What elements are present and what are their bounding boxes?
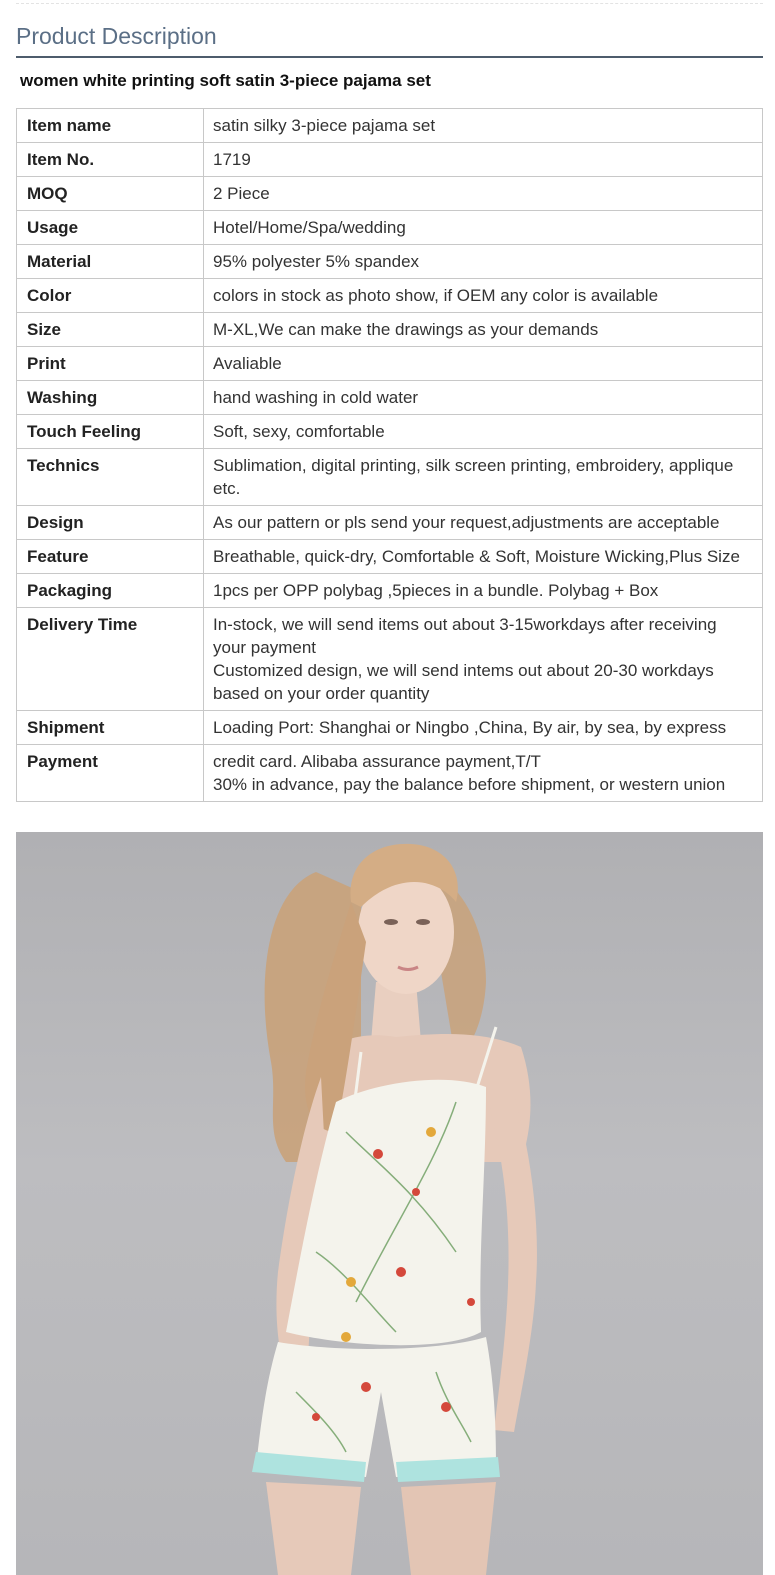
- spec-value: 2 Piece: [204, 177, 763, 211]
- spec-value: colors in stock as photo show, if OEM any color is available: [204, 279, 763, 313]
- spec-label: Size: [17, 313, 204, 347]
- spec-value: credit card. Alibaba assurance payment,T/T 30% in advance, pay the balance before shipment, or western union: [204, 745, 763, 802]
- spec-row: [17, 608, 763, 711]
- spec-value: 1pcs per OPP polybag ,5pieces in a bundle. Polybag + Box: [204, 574, 763, 608]
- spec-row: [17, 245, 763, 279]
- spec-value: 95% polyester 5% spandex: [204, 245, 763, 279]
- spec-label: Item No.: [17, 143, 204, 177]
- spec-value: Sublimation, digital printing, silk screen printing, embroidery, applique etc.: [204, 449, 763, 506]
- spec-label: Item name: [17, 109, 204, 143]
- spec-row: [17, 506, 763, 540]
- spec-label: Payment: [17, 745, 204, 802]
- spec-label: Technics: [17, 449, 204, 506]
- spec-value: Avaliable: [204, 347, 763, 381]
- spec-row: [17, 211, 763, 245]
- spec-value: hand washing in cold water: [204, 381, 763, 415]
- spec-row: [17, 347, 763, 381]
- spec-value: 1719: [204, 143, 763, 177]
- spec-label: Usage: [17, 211, 204, 245]
- spec-row: [17, 574, 763, 608]
- spec-label: Feature: [17, 540, 204, 574]
- spec-row: [17, 745, 763, 802]
- spec-label: Delivery Time: [17, 608, 204, 711]
- spec-label: Design: [17, 506, 204, 540]
- product-photo: [16, 832, 763, 1575]
- spec-row: [17, 143, 763, 177]
- spec-row: [17, 449, 763, 506]
- model-illustration: [16, 832, 763, 1575]
- spec-row: [17, 177, 763, 211]
- spec-row: [17, 540, 763, 574]
- spec-value: M-XL,We can make the drawings as your demands: [204, 313, 763, 347]
- section-title: Product Description: [16, 22, 763, 58]
- spec-row: [17, 279, 763, 313]
- spec-label: Shipment: [17, 711, 204, 745]
- spec-row: [17, 711, 763, 745]
- spec-label: Packaging: [17, 574, 204, 608]
- specs-table: [16, 108, 763, 802]
- spec-value: Soft, sexy, comfortable: [204, 415, 763, 449]
- spec-row: [17, 313, 763, 347]
- spec-value: satin silky 3-piece pajama set: [204, 109, 763, 143]
- top-divider: [16, 3, 763, 4]
- specs-table-body: [17, 109, 763, 802]
- spec-label: Print: [17, 347, 204, 381]
- spec-value: Breathable, quick-dry, Comfortable & Soft, Moisture Wicking,Plus Size: [204, 540, 763, 574]
- spec-row: [17, 415, 763, 449]
- spec-row: [17, 109, 763, 143]
- spec-value: Loading Port: Shanghai or Ningbo ,China, By air, by sea, by express: [204, 711, 763, 745]
- spec-label: Washing: [17, 381, 204, 415]
- spec-label: MOQ: [17, 177, 204, 211]
- spec-label: Material: [17, 245, 204, 279]
- spec-value: Hotel/Home/Spa/wedding: [204, 211, 763, 245]
- spec-label: Color: [17, 279, 204, 313]
- spec-label: Touch Feeling: [17, 415, 204, 449]
- spec-row: [17, 381, 763, 415]
- product-title: women white printing soft satin 3-piece pajama set: [20, 71, 431, 90]
- spec-value: In-stock, we will send items out about 3-15workdays after receiving your payment Customized design, we will send intems out about 20-30 workdays based on your order quantity: [204, 608, 763, 711]
- spec-value: As our pattern or pls send your request,adjustments are acceptable: [204, 506, 763, 540]
